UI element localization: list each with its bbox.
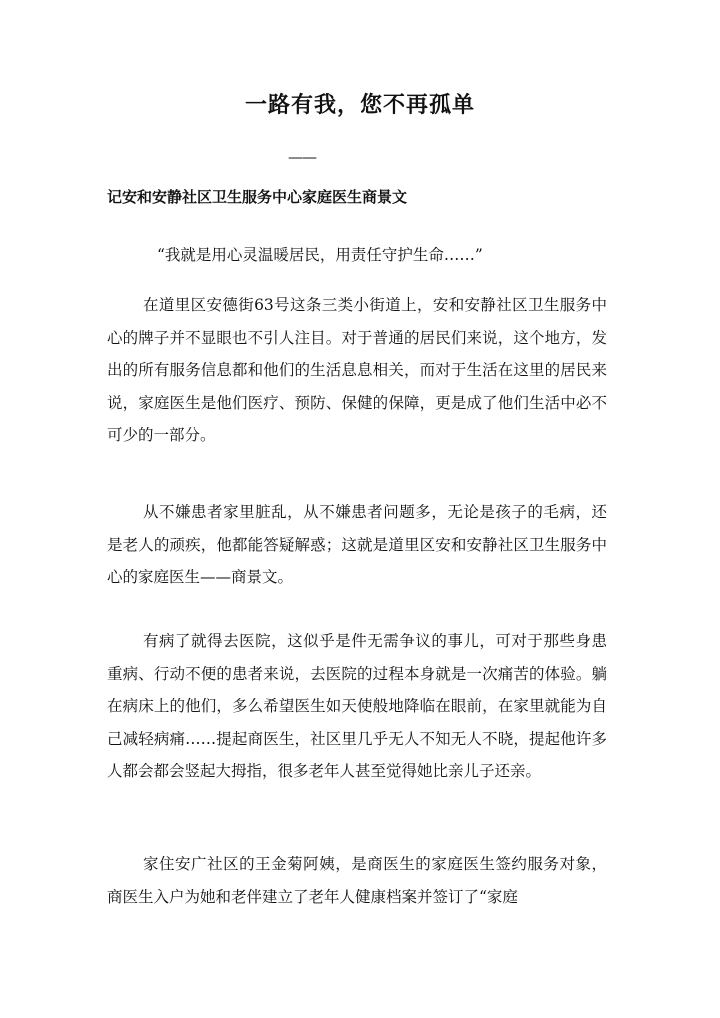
body-paragraph-4: 家住安广社区的王金菊阿姨，是商医生的家庭医生签约服务对象，商医生入户为她和老伴建立了老年人健康档案并签订了“家庭: [107, 855, 607, 906]
document-subtitle: 记安和安静社区卫生服务中心家庭医生商景文: [107, 188, 408, 206]
body-paragraph-1: 在道里区安德街63号这条三类小街道上，安和安静社区卫生服务中心的牌子并不显眼也不引人注目。对于普通的居民们来说，这个地方，发出的所有服务信息都和他们的生活息息相关，而对于生活在这里的居民来说，家庭医生是他们医疗、预防、保健的保障，更是成了他们生活中必不可少的一部分。: [107, 296, 607, 444]
body-paragraph-3: 有病了就得去医院，这似乎是件无需争议的事儿，可对于那些身患重病、行动不便的患者来说，去医院的过程本身就是一次痛苦的体验。躺在病床上的他们，多么希望医生如天使般地降临在眼前，在家里就能为自己减轻病痛……提起商医生，社区里几乎无人不知无人不晓，提起他许多人都会都会竖起大拇指，很多老年人甚至觉得她比亲儿子还亲。: [107, 632, 607, 780]
title-dash: ——: [288, 148, 316, 166]
opening-quote: “我就是用心灵温暖居民，用责任守护生命……”: [157, 246, 483, 264]
document-title: 一路有我，您不再孤单: [244, 92, 475, 118]
body-paragraph-2: 从不嫌患者家里脏乱，从不嫌患者问题多，无论是孩子的毛病，还是老人的顽疾，他都能答疑解惑；这就是道里区安和安静社区卫生服务中心的家庭医生——商景文。: [107, 503, 607, 586]
